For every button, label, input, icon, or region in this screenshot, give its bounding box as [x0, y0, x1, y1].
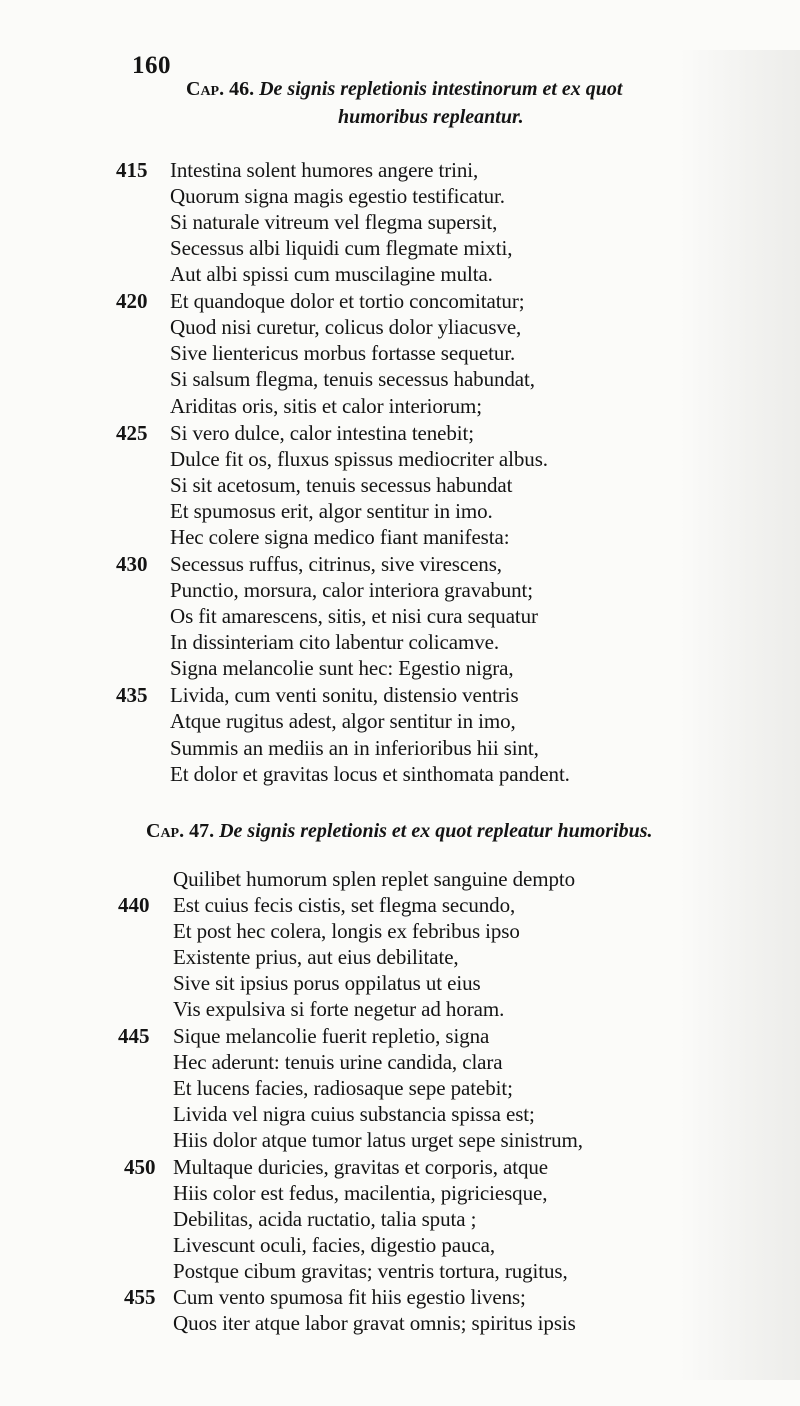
verse-line: Atque rugitus adest, algor sentitur in imo, [170, 709, 516, 733]
chapter-47-heading [146, 818, 653, 845]
verse-line: Secessus ruffus, citrinus, sive virescens, [170, 552, 502, 576]
chapter-46-title-line2: humoribus repleantur. [338, 106, 524, 128]
chapter-46-label: Cap. 46. [186, 78, 255, 100]
verse-line: Postque cibum gravitas; ventris tortura, rugitus, [173, 1259, 568, 1283]
verse-line: Debilitas, acida ructatio, talia sputa ; [173, 1207, 477, 1231]
verse-line: Existente prius, aut eius debilitate, [173, 945, 459, 969]
verse-line: Punctio, morsura, calor interiora gravabunt; [170, 578, 533, 602]
verse-line: Aut albi spissi cum muscilagine multa. [170, 262, 493, 286]
page-number: 160 [132, 52, 171, 79]
verse-line: Quod nisi curetur, colicus dolor yliacusve, [170, 315, 522, 339]
verse-line: Si vero dulce, calor intestina tenebit; [170, 421, 475, 445]
verse-line: Quilibet humorum splen replet sanguine dempto [173, 867, 576, 891]
verse-line: Cum vento spumosa fit hiis egestio livens; [173, 1285, 526, 1309]
verse-line: Os fit amarescens, sitis, et nisi cura sequatur [170, 604, 538, 628]
verse-line: Est cuius fecis cistis, set flegma secundo, [173, 893, 516, 917]
verse-number: 440 [118, 893, 150, 917]
verse-line: Et lucens facies, radiosaque sepe patebit; [173, 1076, 513, 1100]
verse-line: Hec colere signa medico fiant manifesta: [170, 525, 510, 549]
verse-line: Livida, cum venti sonitu, distensio ventris [170, 683, 519, 707]
verse-line: Vis expulsiva si forte negetur ad horam. [173, 997, 505, 1021]
verse-line: Et post hec colera, longis ex febribus ipso [173, 919, 520, 943]
verse-line: Dulce fit os, fluxus spissus mediocriter albus. [170, 447, 548, 471]
verse-line: Livida vel nigra cuius substancia spissa est; [173, 1102, 535, 1126]
chapter-47-label: Cap. 47. [146, 820, 215, 842]
verse-line: Et dolor et gravitas locus et sinthomata pandent. [170, 762, 570, 786]
verse-number: 435 [116, 683, 148, 707]
verse-line: Signa melancolie sunt hec: Egestio nigra, [170, 656, 514, 680]
verse-line: Quorum signa magis egestio testificatur. [170, 184, 505, 208]
verse-line: Si salsum flegma, tenuis secessus habundat, [170, 367, 535, 391]
verse-line: Sive sit ipsius porus oppilatus ut eius [173, 971, 481, 995]
verse-line: Multaque duricies, gravitas et corporis, atque [173, 1155, 549, 1179]
verse-line: Intestina solent humores angere trini, [170, 158, 479, 182]
bleed-through-shadow [680, 50, 800, 1380]
verse-number: 445 [118, 1024, 150, 1048]
verse-line: Hiis dolor atque tumor latus urget sepe sinistrum, [173, 1128, 583, 1152]
verse-line: Si sit acetosum, tenuis secessus habundat [170, 473, 513, 497]
verse-line: Livescunt oculi, facies, digestio pauca, [173, 1233, 495, 1257]
verse-line: Secessus albi liquidi cum flegmate mixti, [170, 236, 513, 260]
verse-line: Hiis color est fedus, macilentia, pigriciesque, [173, 1181, 548, 1205]
verse-number: 455 [124, 1285, 156, 1309]
verse-number: 450 [124, 1155, 156, 1179]
chapter-46-heading [186, 76, 623, 103]
verse-line: Et quandoque dolor et tortio concomitatur; [170, 289, 525, 313]
chapter-46-title-line1: De signis repletionis intestinorum et ex quot [259, 78, 623, 100]
verse-number: 420 [116, 289, 148, 313]
verse-number: 415 [116, 158, 148, 182]
verse-line: Si naturale vitreum vel flegma supersit, [170, 210, 498, 234]
verse-line: Sique melancolie fuerit repletio, signa [173, 1024, 490, 1048]
verse-line: In dissinteriam cito labentur colicamve. [170, 630, 499, 654]
verse-line: Sive lientericus morbus fortasse sequetur. [170, 341, 516, 365]
verse-line: Summis an mediis an in inferioribus hii sint, [170, 736, 539, 760]
verse-line: Quos iter atque labor gravat omnis; spiritus ipsis [173, 1311, 576, 1335]
verse-number: 425 [116, 421, 148, 445]
verse-number: 430 [116, 552, 148, 576]
verse-line: Ariditas oris, sitis et calor interiorum; [170, 394, 483, 418]
verse-line: Hec aderunt: tenuis urine candida, clara [173, 1050, 503, 1074]
chapter-47-title: De signis repletionis et ex quot repleatur humoribus. [219, 820, 653, 842]
verse-line: Et spumosus erit, algor sentitur in imo. [170, 499, 493, 523]
